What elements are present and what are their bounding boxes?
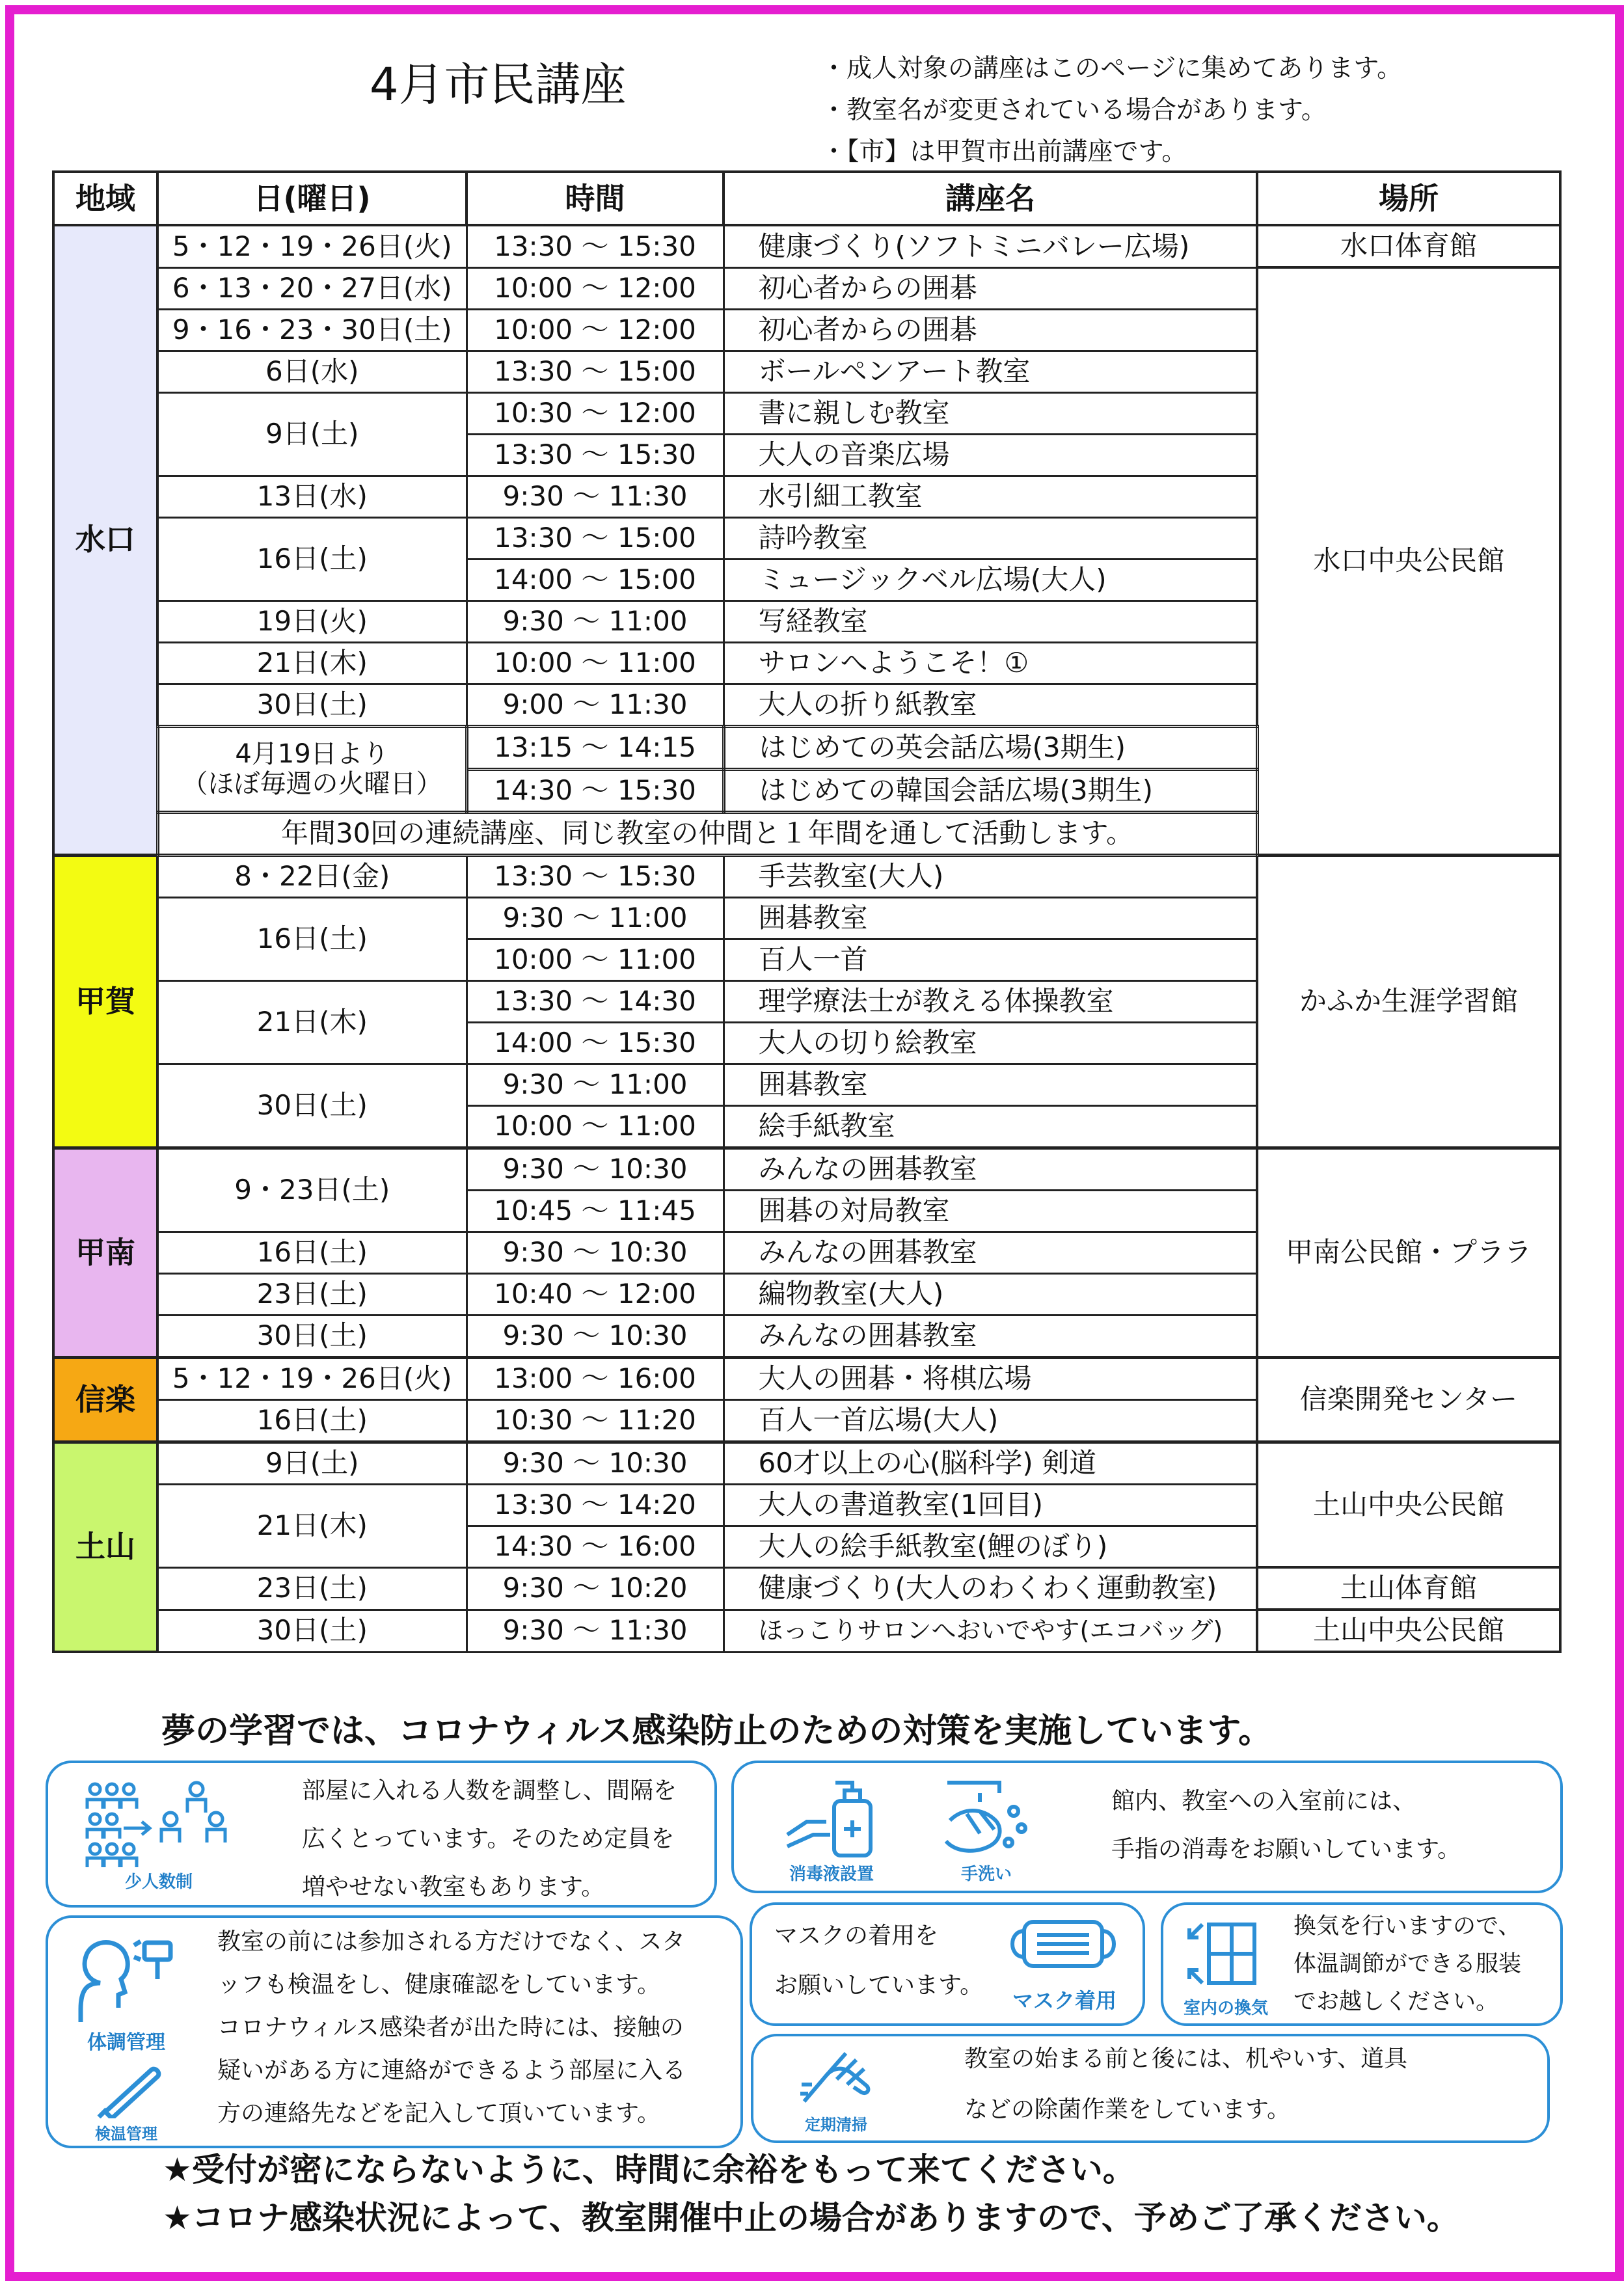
table-row [53,1567,1560,1610]
table-row [53,267,1560,309]
cell-date: 6日(水) [157,351,467,392]
cell-date: 16日(土) [157,1232,467,1273]
notes [821,48,1402,173]
card-cleaning [751,2034,1550,2143]
small-group-label: 少人数制 [124,1872,193,1892]
cell-course: 書に親しむ教室 [724,392,1257,434]
cell-course: 大人の折り紙教室 [724,684,1257,726]
cell-time: 13:30 ～ 15:30 [467,225,724,267]
place-shigaraki: 信楽開発センター [1257,1357,1560,1442]
footer-notes [163,2146,1459,2242]
place-konan: 甲南公民館・プララ [1257,1148,1560,1357]
cell-date: 9・23日(土) [157,1148,467,1232]
card-text [1111,1777,1461,1874]
cell-course: みんなの囲碁教室 [724,1148,1257,1190]
cell-date: 30日(土) [157,1610,467,1652]
cell-time: 9:30 ～ 10:20 [467,1567,724,1610]
table-header-row [53,172,1560,225]
header-place: 場所 [1257,172,1560,225]
cell-course: ミュージックベル広場(大人) [724,559,1257,601]
cell-date: 30日(土) [157,1315,467,1357]
series-description: 年間30回の連続講座、同じ教室の仲間と１年間を通して活動します。 [157,812,1257,855]
thermometer-icon [94,2060,165,2118]
cell-date: 8・22日(金) [157,855,467,897]
region-mizu: 水口 [53,225,157,855]
cell-date: 9日(土) [157,1442,467,1484]
cell-course: 大人の書道教室(1回目) [724,1484,1257,1526]
thermometer-gun-icon [68,1931,178,2029]
cell-course: 詩吟教室 [724,517,1257,559]
cell-time: 13:15 ～ 14:15 [467,726,724,769]
cell-time: 10:30 ～ 12:00 [467,392,724,434]
text-line: コロナウィルス感染者が出た時には、接触の [217,2014,684,2041]
cell-time: 9:30 ～ 11:00 [467,601,724,642]
place-tsuchiyama-center-2: 土山中央公民館 [1257,1610,1560,1652]
cell-date: 30日(土) [157,1064,467,1148]
text-line: ッフも検温をし、健康確認をしています。 [217,1971,661,1998]
region-shigaraki: 信楽 [53,1357,157,1442]
text-line: でお越しください。 [1293,1989,1499,2015]
table-row [53,1610,1560,1652]
health-label: 体調管理 [87,2031,165,2054]
cell-course: 百人一首 [724,939,1257,980]
cleaning-hand-icon [798,2045,876,2108]
cell-time: 9:30 ～ 10:30 [467,1442,724,1484]
cell-course: みんなの囲碁教室 [724,1315,1257,1357]
cell-time: 13:00 ～ 16:00 [467,1357,724,1399]
series-note: （ほぼ毎週の火曜日） [182,769,442,799]
series-start: 4月19日より [235,739,389,769]
cell-time: 9:00 ～ 11:30 [467,684,724,726]
cell-time: 13:30 ～ 15:00 [467,351,724,392]
text-line: 部屋に入れる人数を調整し、間隔を [302,1777,677,1804]
cell-time: 13:30 ～ 14:30 [467,980,724,1022]
text-line: 体温調節ができる服装 [1293,1951,1522,1977]
cell-time: 9:30 ～ 10:30 [467,1232,724,1273]
cell-time: 10:30 ～ 11:20 [467,1399,724,1442]
table-row [53,1357,1560,1399]
cleaning-label: 定期清掃 [805,2116,867,2134]
cell-time: 9:30 ～ 11:00 [467,1064,724,1105]
text-line: 館内、教室への入室前には、 [1111,1788,1416,1815]
cell-time: 10:00 ～ 11:00 [467,1105,724,1148]
region-konan: 甲南 [53,1148,157,1357]
text-line: などの除菌作業をしています。 [964,2096,1291,2123]
cell-time: 10:00 ～ 12:00 [467,309,724,351]
cell-course: 60才以上の心(脳科学) 剣道 [724,1442,1257,1484]
hand-wash-icon [941,1775,1032,1859]
cell-date: 9日(土) [157,392,467,476]
table-row [53,225,1560,267]
text-line: マスクの着用を [774,1923,939,1949]
cell-time: 14:00 ～ 15:30 [467,1022,724,1064]
cell-course: 絵手紙教室 [724,1105,1257,1148]
cell-course: サロンへようこそ！① [724,642,1257,684]
cell-course: はじめての英会話広場(3期生) [724,726,1257,769]
cell-time: 9:30 ～ 11:30 [467,476,724,517]
cell-date: 16日(土) [157,897,467,980]
cell-date-series [157,726,467,812]
hand-wash-label: 手洗い [960,1865,1012,1884]
note-line: ・【市】は甲賀市出前講座です。 [821,137,1187,167]
cell-date: 5・12・19・26日(火) [157,225,467,267]
cell-time: 10:00 ～ 11:00 [467,642,724,684]
text-line: 疑いがある方に連絡ができるよう部屋に入る [217,2057,686,2084]
cell-time: 13:30 ～ 15:30 [467,855,724,897]
cell-course: 健康づくり(大人のわくわく運動教室) [724,1567,1257,1610]
cell-course: 編物教室(大人) [724,1273,1257,1315]
cell-time: 9:30 ～ 11:00 [467,897,724,939]
header-course: 講座名 [724,172,1257,225]
text-line: 教室の始まる前と後には、机やいす、道具 [964,2045,1408,2072]
cell-course: 囲碁の対局教室 [724,1190,1257,1232]
cell-course: 大人の絵手紙教室(鯉のぼり) [724,1526,1257,1567]
cell-date: 21日(木) [157,1484,467,1567]
cell-course: 大人の囲碁・将棋広場 [724,1357,1257,1399]
cell-course: はじめての韓国会話広場(3期生) [724,769,1257,812]
card-text [217,1921,686,2135]
cell-time: 13:30 ～ 15:00 [467,517,724,559]
card-text [774,1911,983,2010]
card-ventilation [1161,1902,1563,2026]
text-line: 手指の消毒をお願いしています。 [1111,1836,1461,1863]
sanitizer-label: 消毒液設置 [789,1865,874,1884]
table-row [53,855,1560,897]
window-ventilation-icon [1183,1918,1267,1990]
cell-date: 16日(土) [157,517,467,601]
place-mizu-gym: 水口体育館 [1257,225,1560,267]
cell-time: 10:00 ～ 12:00 [467,267,724,309]
cell-course: 大人の切り絵教室 [724,1022,1257,1064]
cell-date: 13日(水) [157,476,467,517]
card-small-group [46,1761,717,1908]
footer-line: ★受付が密にならないように、時間に余裕をもって来てください。 [163,2151,1135,2189]
place-kafuka: かふか生涯学習館 [1257,855,1560,1148]
cell-course: ボールペンアート教室 [724,351,1257,392]
card-text [964,2034,1407,2135]
cell-course: 囲碁教室 [724,897,1257,939]
cell-time: 13:30 ～ 14:20 [467,1484,724,1526]
schedule-table [52,170,1562,1653]
cell-course: 大人の音楽広場 [724,434,1257,476]
small-group-icon [82,1777,232,1869]
cell-course: ほっこりサロンへおいでやす(エコバッグ) [724,1610,1257,1652]
cell-course: 健康づくり(ソフトミニバレー広場) [724,225,1257,267]
sanitizer-icon [785,1775,889,1859]
text-line: 増やせない教室もあります。 [302,1874,605,1900]
cell-time: 9:30 ～ 11:30 [467,1610,724,1652]
cell-course: 水引細工教室 [724,476,1257,517]
cell-date: 5・12・19・26日(火) [157,1357,467,1399]
ventilation-label: 室内の換気 [1183,1999,1268,2018]
cell-date: 21日(木) [157,642,467,684]
cell-date: 21日(木) [157,980,467,1064]
cell-date: 23日(土) [157,1273,467,1315]
text-line: 方の連絡先などを記入して頂いています。 [217,2100,661,2127]
footer-line: ★コロナ感染状況によって、教室開催中止の場合がありますので、予めご了承ください。 [163,2199,1459,2237]
header-region: 地域 [53,172,157,225]
text-line: お願いしています。 [774,1972,984,1999]
region-tsuchiyama: 土山 [53,1442,157,1652]
table-row [53,1442,1560,1484]
cell-course: 百人一首広場(大人) [724,1399,1257,1442]
cell-time: 14:30 ～ 16:00 [467,1526,724,1567]
cell-time: 9:30 ～ 10:30 [467,1315,724,1357]
mask-label: マスク着用 [1012,1988,1116,2013]
place-mizu-center: 水口中央公民館 [1257,267,1560,855]
cell-date: 6・13・20・27日(水) [157,267,467,309]
cell-date: 23日(土) [157,1567,467,1610]
cell-date: 19日(火) [157,601,467,642]
place-tsuchiyama-center: 土山中央公民館 [1257,1442,1560,1567]
cell-date: 30日(土) [157,684,467,726]
card-text [1293,1908,1521,2021]
cell-date: 16日(土) [157,1399,467,1442]
cell-time: 14:30 ～ 15:30 [467,769,724,812]
cell-course: 手芸教室(大人) [724,855,1257,897]
cell-time: 10:40 ～ 12:00 [467,1273,724,1315]
table-row [53,1148,1560,1190]
cell-course: 写経教室 [724,601,1257,642]
cell-time: 10:45 ～ 11:45 [467,1190,724,1232]
card-text [302,1767,677,1911]
page-title: 4月市民講座 [370,58,627,111]
card-health-check [46,1915,743,2148]
cell-course: 囲碁教室 [724,1064,1257,1105]
cell-time: 9:30 ～ 10:30 [467,1148,724,1190]
card-mask [750,1902,1145,2026]
cell-date: 9・16・23・30日(土) [157,309,467,351]
cell-course: 初心者からの囲碁 [724,309,1257,351]
region-koka: 甲賀 [53,855,157,1148]
covid-headline: 夢の学習では、コロナウィルス感染防止のための対策を実施しています。 [161,1712,1273,1751]
card-sanitize [731,1761,1563,1893]
header-time: 時間 [467,172,724,225]
mask-icon [1005,1918,1122,1970]
cell-course: みんなの囲碁教室 [724,1232,1257,1273]
cell-course: 初心者からの囲碁 [724,267,1257,309]
cell-time: 10:00 ～ 11:00 [467,939,724,980]
cell-time: 13:30 ～ 15:30 [467,434,724,476]
header-date: 日(曜日) [157,172,467,225]
text-line: 換気を行いますので、 [1293,1913,1521,1939]
note-line: ・教室名が変更されている場合があります。 [821,96,1327,125]
cell-time: 14:00 ～ 15:00 [467,559,724,601]
text-line: 広くとっています。そのため定員を [302,1826,675,1852]
note-line: ・成人対象の講座はこのページに集めてあります。 [821,54,1403,83]
cell-course: 理学療法士が教える体操教室 [724,980,1257,1022]
text-line: 教室の前には参加される方だけでなく、スタ [217,1928,686,1955]
place-tsuchiyama-gym: 土山体育館 [1257,1567,1560,1610]
temperature-label: 検温管理 [95,2125,157,2143]
